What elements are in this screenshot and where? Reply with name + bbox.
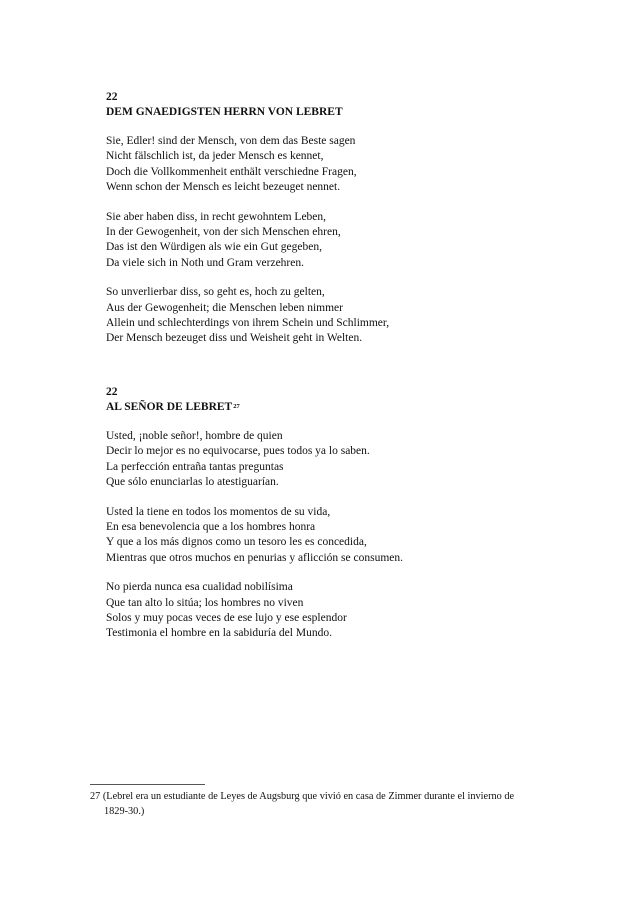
footnote-reference[interactable]: 27 xyxy=(233,403,240,410)
verse-line: Sie aber haben diss, in recht gewohntem Leben, xyxy=(106,210,327,223)
verse-line: Doch die Vollkommenheit enthält verschiedne Fragen, xyxy=(106,165,357,178)
verse-line: Decir lo mejor es no equivocarse, pues todos ya lo saben. xyxy=(106,445,370,458)
stanza xyxy=(106,580,586,642)
verse-line: Testimonia el hombre en la sabiduría del Mundo. xyxy=(106,627,332,640)
footnote xyxy=(90,789,560,819)
verse-line: En esa benevolencia que a los hombres honra xyxy=(106,521,316,534)
poem-title: DEM GNAEDIGSTEN HERRN VON LEBRET xyxy=(106,106,343,118)
verse-line: Nicht fälschlich ist, da jeder Mensch es kennet, xyxy=(106,150,324,163)
footnote-number: 27 xyxy=(90,791,101,802)
verse-line: Sie, Edler! sind der Mensch, von dem das Beste sagen xyxy=(106,135,356,147)
footnote-text: (Lebrel era un estudiante de Leyes de Augsburg que vivió en casa de Zimmer durante el invierno de xyxy=(102,791,515,802)
poem-spanish xyxy=(106,385,586,642)
verse-line: Que tan alto lo sitúa; los hombres no viven xyxy=(106,596,304,609)
poem-title-text: AL SEÑOR DE LEBRET xyxy=(106,401,233,413)
footnote-continuation: 1829-30.) xyxy=(104,806,145,817)
verse-line: Que sólo enunciarlas lo atestiguarían. xyxy=(106,476,279,489)
stanza xyxy=(106,285,586,347)
verse-line: Usted, ¡noble señor!, hombre de quien xyxy=(106,430,283,442)
verse-line: Solos y muy pocas veces de ese lujo y ese esplendor xyxy=(106,612,347,625)
verse-line: Das ist den Würdigen als wie ein Gut gegeben, xyxy=(106,241,322,254)
poem-german xyxy=(106,90,586,347)
verse-line: Allein und schlechterdings von ihrem Schein und Schlimmer, xyxy=(106,317,390,330)
stanza xyxy=(106,210,586,272)
verse-line: Mientras que otros muchos en penurias y aflicción se consumen. xyxy=(106,551,404,564)
poem-number: 22 xyxy=(106,91,118,103)
footnote-divider xyxy=(90,784,205,785)
stanza xyxy=(106,429,586,491)
footnote-line xyxy=(90,789,560,804)
poem-number: 22 xyxy=(106,386,118,398)
poem-title xyxy=(106,400,586,415)
verse-line: Aus der Gewogenheit; die Menschen leben nimmer xyxy=(106,301,343,314)
verse-line: Wenn schon der Mensch es leicht bezeuget nennet. xyxy=(106,181,341,194)
verse-line: No pierda nunca esa cualidad nobilísima xyxy=(106,581,293,594)
verse-line: In der Gewogenheit, von der sich Menschen ehren, xyxy=(106,226,341,239)
verse-line: La perfección entraña tantas preguntas xyxy=(106,460,284,473)
verse-line: Der Mensch bezeuget diss und Weisheit geht in Welten. xyxy=(106,332,363,345)
verse-line: So unverlierbar diss, so geht es, hoch zu gelten, xyxy=(106,286,325,299)
verse-line: Da viele sich in Noth und Gram verzehren. xyxy=(106,256,304,269)
stanza xyxy=(106,134,586,196)
verse-line: Y que a los más dignos como un tesoro les es concedida, xyxy=(106,536,367,549)
verse-line: Usted la tiene en todos los momentos de su vida, xyxy=(106,505,331,518)
stanza xyxy=(106,505,586,567)
